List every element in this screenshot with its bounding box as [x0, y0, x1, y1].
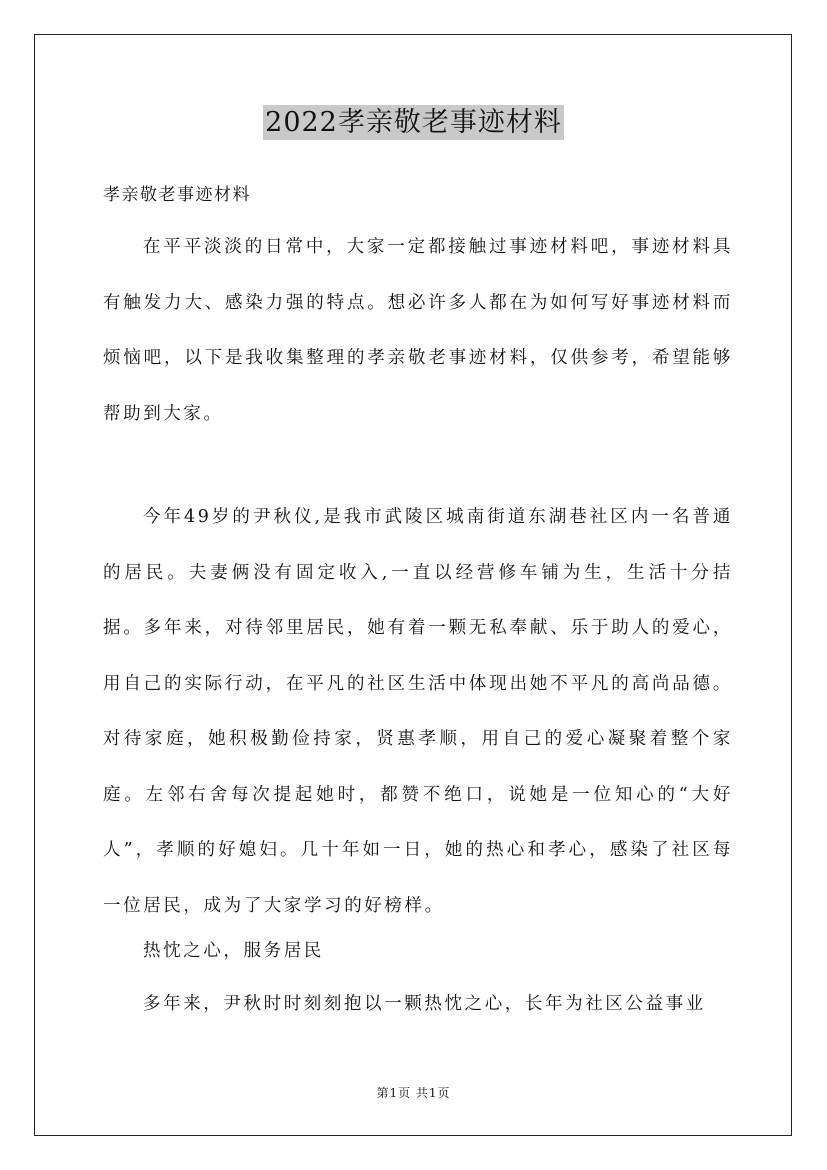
document-title: 2022孝亲敬老事迹材料	[265, 107, 562, 138]
document-subtitle: 孝亲敬老事迹材料	[103, 185, 251, 205]
paragraph-service: 多年来，尹秋时时刻刻抱以一颗热忱之心，长年为社区公益事业	[143, 994, 706, 1014]
page-footer: 第1页 共1页	[376, 1086, 451, 1100]
paragraph-intro: 在平平淡淡的日常中，大家一定都接触过事迹材料吧，事迹材料具有触发力大、感染力强的特点。想必许多人都在为如何写好事迹材料而烦恼吧，以下是我收集整理的孝亲敬老事迹材料，仅供参考，希望能够帮助到大家。	[103, 237, 733, 424]
paragraph-profile: 今年49岁的尹秋仪,是我市武陵区城南街道东湖巷社区内一名普通的居民。夫妻俩没有固定收入,一直以经营修车铺为生，生活十分拮据。多年来，对待邻里居民，她有着一颗无私奉献、乐于助人的爱心，用自己的实际行动，在平凡的社区生活中体现出她不平凡的高尚品德。对待家庭，她积极勤俭持家，贤惠孝顺，用自己的爱心凝聚着整个家庭。左邻右舍每次提起她时，都赞不绝口，说她是一位知心的“大好人”，孝顺的好媳妇。几十年如一日，她的热心和孝心，感染了社区每一位居民，成为了大家学习的好榜样。	[103, 507, 733, 916]
section-heading: 热忱之心，服务居民	[143, 941, 324, 961]
document-title-block	[0, 100, 827, 139]
